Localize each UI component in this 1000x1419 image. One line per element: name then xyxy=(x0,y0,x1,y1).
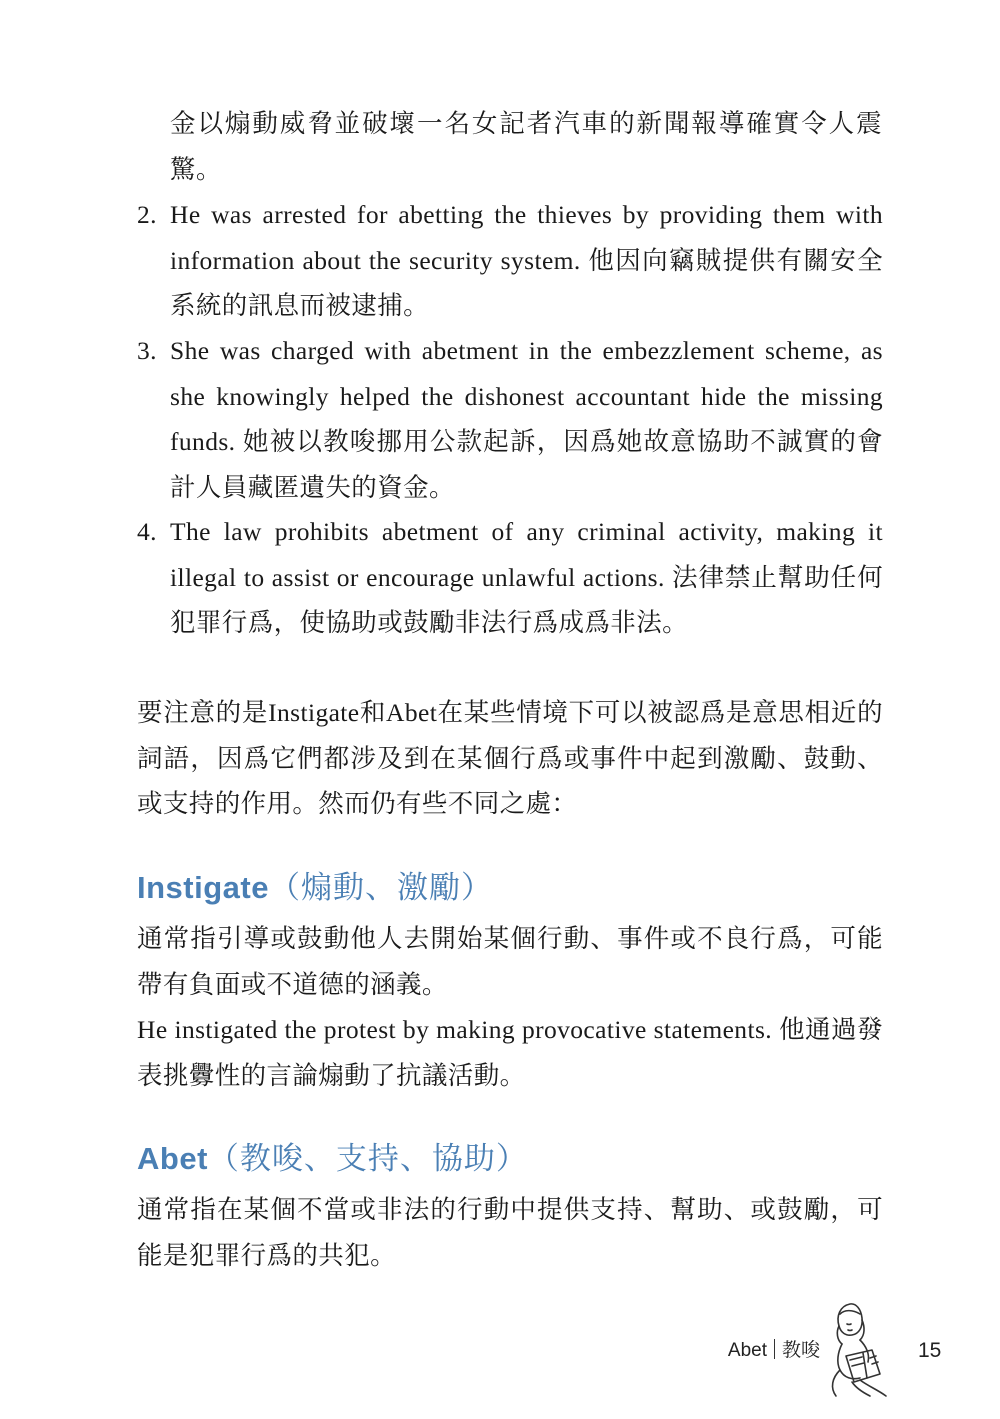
reading-person-icon xyxy=(822,1300,892,1400)
abet-description: 通常指在某個不當或非法的行動中提供支持、幫助、或鼓勵，可能是犯罪行爲的共犯。 xyxy=(137,1195,883,1270)
abet-meaning: （教唆、支持、協助） xyxy=(207,1141,528,1176)
example-number: 2. xyxy=(137,200,157,229)
comparison-note: 要注意的是Instigate和Abet在某些情境下可以被認爲是意思相近的詞語，因爲它們都涉及到在某個行爲或事件中起到激勵、鼓動、或支持的作用。然而仍有些不同之處： xyxy=(137,698,883,818)
instigate-meaning: （煽動、激勵） xyxy=(268,870,493,905)
example-item-3 xyxy=(137,328,883,510)
example-text: The law prohibits abetment of any criminal activity, making it illegal to assist or encourage unlawful actions. 法律禁止幫助任何犯罪行爲，使協助或鼓勵非法行爲成爲非法。 xyxy=(170,517,883,637)
footer-word: Abet xyxy=(727,1340,767,1361)
example-1-continuation: 金以煽動威脅並破壞一名女記者汽車的新聞報導確實令人震驚。 xyxy=(170,109,882,184)
running-footer xyxy=(700,1337,820,1365)
abet-term: Abet xyxy=(137,1141,208,1176)
instigate-heading xyxy=(137,866,493,910)
example-number: 4. xyxy=(137,517,157,546)
example-text: She was charged with abetment in the embezzlement scheme, as she knowingly helped the dishonest accountant hide the missing funds. 她被以教唆挪用公款起訴，因爲她故意協助不誠實的會計人員藏匿遺失的資金。 xyxy=(170,336,883,502)
example-item-2 xyxy=(137,192,883,329)
page-number: 15 xyxy=(918,1339,942,1362)
instigate-description: 通常指引導或鼓動他人去開始某個行動、事件或不良行爲，可能帶有負面或不道德的涵義。 xyxy=(137,924,883,999)
footer-word-zh: 教唆 xyxy=(781,1340,820,1361)
abet-heading xyxy=(137,1137,528,1181)
instigate-term: Instigate xyxy=(137,870,269,905)
example-number: 3. xyxy=(137,336,157,365)
example-text: He was arrested for abetting the thieves by providing them with information about the security system. 他因向竊賊提供有關安全系統的訊息而被逮捕。 xyxy=(170,200,883,320)
footer-divider xyxy=(774,1339,775,1359)
instigate-example: He instigated the protest by making provocative statements. 他通過發表挑釁性的言論煽動了抗議活動。 xyxy=(137,1015,883,1090)
example-item-4 xyxy=(137,509,883,646)
